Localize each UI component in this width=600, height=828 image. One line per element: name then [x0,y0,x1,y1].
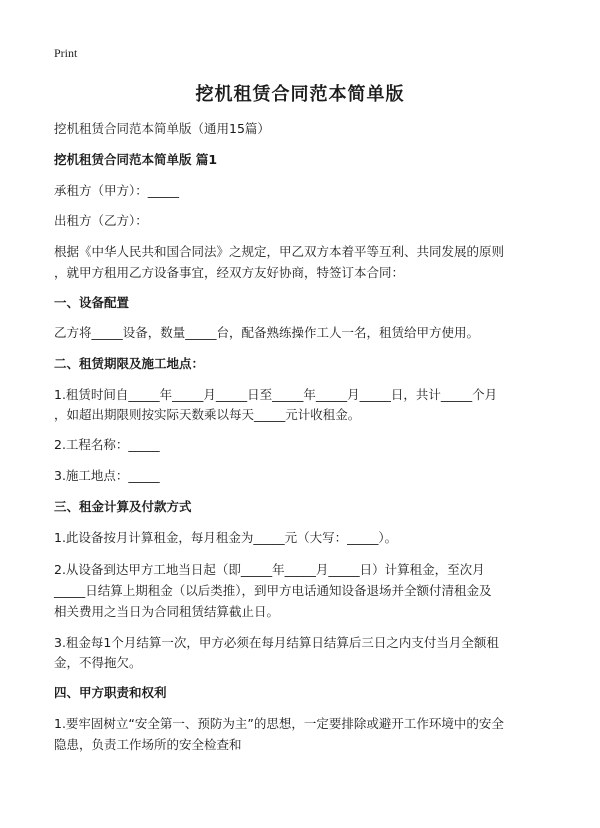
lease-term-line-1: 1.租赁时间自_____年_____月_____日至_____年_____月_____日，共计_____个月 [54,387,498,402]
heading-rent-payment: 三、租金计算及付款方式 [54,499,192,514]
rent-clause-3-line-1: 3.租金每1个月结算一次，甲方必须在每月结算日结算后三日之内支付当月全额租 [54,635,499,650]
rent-clause-2-line-2: _____日结算上期租金（以后类推），到甲方电话通知设备退场并全额付清租金及 [54,583,492,598]
heading-lease-term: 二、租赁期限及施工地点： [54,356,205,371]
section-title: 挖机租赁合同范本简单版 篇1 [54,152,218,167]
party-a-line: 承租方（甲方）：_____ [54,183,180,198]
duties-clause-1-line-2: 隐患，负责工作场所的安全检查和 [54,737,242,752]
intro-line-2: ，就甲方租用乙方设备事宜，经双方友好协商，特签订本合同： [54,265,405,280]
print-label: Print [54,46,78,60]
duties-clause-1-line-1: 1.要牢固树立“安全第一、预防为主”的思想，一定要排除或避开工作环境中的安全 [54,716,504,731]
rent-clause-2-line-1: 2.从设备到达甲方工地当日起（即_____年_____月_____日）计算租金，至次月 [54,562,485,577]
rent-clause-2-line-3: 相关费用之当日为合同租赁结算截止日。 [54,604,280,619]
lease-term-line-2: ，如超出期限则按实际天数乘以每天_____元计收租金。 [54,407,361,422]
party-b-line: 出租方（乙方）： [54,213,148,228]
intro-line-1: 根据《中华人民共和国合同法》之规定，甲乙双方本着平等互利、共同发展的原则 [54,244,505,259]
rent-clause-1: 1.此设备按月计算租金，每月租金为_____元（大写：_____）。 [54,530,398,545]
project-name-line: 2.工程名称：_____ [54,437,160,452]
document-subtitle: 挖机租赁合同范本简单版（通用15篇） [54,121,270,136]
heading-equipment: 一、设备配置 [54,295,130,310]
equipment-clause: 乙方将_____设备，数量_____台，配备熟练操作工人一名，租赁给甲方使用。 [54,325,480,340]
rent-clause-3-line-2: 金，不得拖欠。 [54,655,142,670]
document-title: 挖机租赁合同范本简单版 [195,84,405,105]
site-location-line: 3.施工地点：_____ [54,468,160,483]
heading-party-a-duties: 四、甲方职责和权利 [54,685,167,700]
